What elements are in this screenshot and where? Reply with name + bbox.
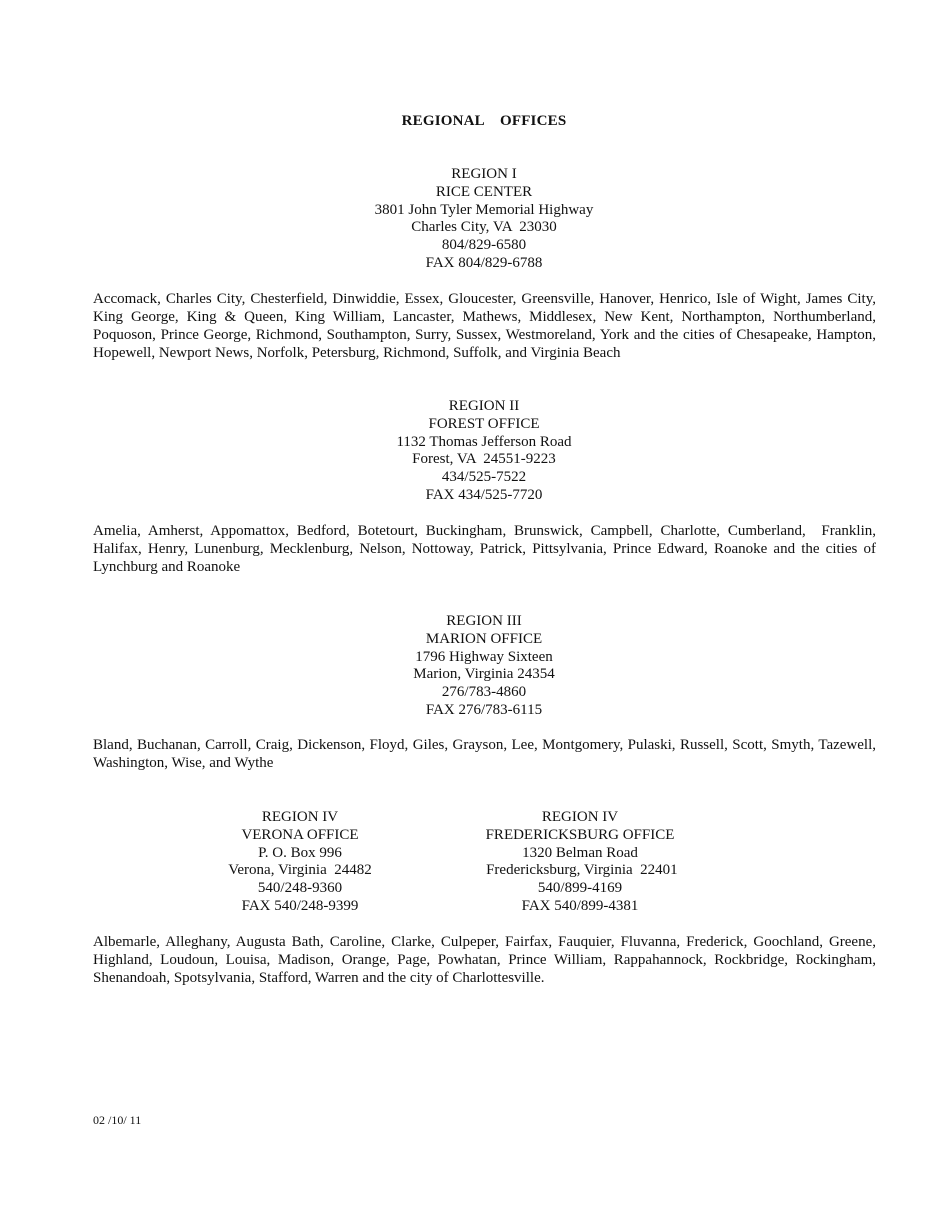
address-line-1: P. O. Box 996 <box>258 844 342 861</box>
region-2-counties: Amelia, Amherst, Appomattox, Bedford, Botetourt, Buckingham, Brunswick, Campbell, Charlotte, Cumberland, Franklin, Halifax, Henry, Lunenburg, Mecklenburg, Nelson, Nottoway, Patrick, Pittsylvania, Prince Edward, Roanoke and the cities of Lynchburg and Roanoke <box>93 523 880 575</box>
phone-number: 276/783-4860 <box>441 684 527 701</box>
address-line-2: Fredericksburg, Virginia 22401 <box>482 862 678 879</box>
fax-number: FAX 804/829-6788 <box>425 254 543 271</box>
region-3-office-block <box>0 612 950 719</box>
phone-number: 540/248-9360 <box>257 880 343 897</box>
region-4-fredericksburg-office-block <box>460 808 700 915</box>
region-label: REGION I <box>451 166 517 182</box>
office-name: RICE CENTER <box>435 183 533 200</box>
region-label: REGION IV <box>261 809 339 825</box>
region-label: REGION IV <box>541 809 619 825</box>
page-title: REGIONAL OFFICES <box>401 113 567 129</box>
address-line-2: Verona, Virginia 24482 <box>228 862 372 879</box>
address-line-1: 1132 Thomas Jefferson Road <box>396 433 572 450</box>
address-line-2: Forest, VA 24551-9223 <box>412 451 556 468</box>
phone-number: 804/829-6580 <box>441 237 527 254</box>
address-line-2: Marion, Virginia 24354 <box>413 666 555 683</box>
region-1-office-block <box>0 165 950 272</box>
region-1-counties: Accomack, Charles City, Chesterfield, Dinwiddie, Essex, Gloucester, Greensville, Hanover, Henrico, Isle of Wight, James City, King George, King & Queen, King William, Lancaster, Mathews, Middlesex, New Kent, Northampton, Northumberland, Poquoson, Prince George, Richmond, Southampton, Surry, Sussex, Westmoreland, York and the cities of Chesapeake, Hampton, Hopewell, Newport News, Norfolk, Petersburg, Richmond, Suffolk, and Virginia Beach <box>93 291 876 361</box>
fax-number: FAX 434/525-7720 <box>425 486 543 503</box>
region-label: REGION II <box>448 398 520 414</box>
region-4-verona-office-block <box>200 808 400 915</box>
fax-number: FAX 540/248-9399 <box>241 897 359 914</box>
address-line-1: 3801 John Tyler Memorial Highway <box>374 201 594 218</box>
phone-number: 434/525-7522 <box>441 469 527 486</box>
phone-number: 540/899-4169 <box>537 880 623 897</box>
region-4-counties: Albemarle, Alleghany, Augusta Bath, Caroline, Clarke, Culpeper, Fairfax, Fauquier, Fluvanna, Frederick, Goochland, Greene, Highland, Loudoun, Louisa, Madison, Orange, Page, Powhatan, Prince William, Rappahannock, Rockbridge, Rockingham, Shenandoah, Spotsylvania, Stafford, Warren and the city of Charlottesville. <box>93 934 876 986</box>
address-line-1: 1320 Belman Road <box>522 844 638 861</box>
region-2-office-block <box>0 397 950 504</box>
office-name: FOREST OFFICE <box>428 415 540 432</box>
document-date: 02 /10/ 11 <box>93 1113 142 1127</box>
office-name: VERONA OFFICE <box>241 826 359 843</box>
office-name: MARION OFFICE <box>425 630 543 647</box>
fax-number: FAX 276/783-6115 <box>425 701 543 718</box>
region-3-counties: Bland, Buchanan, Carroll, Craig, Dickenson, Floyd, Giles, Grayson, Lee, Montgomery, Pulaski, Russell, Scott, Smyth, Tazewell, Washington, Wise, and Wythe <box>93 737 876 771</box>
office-name: FREDERICKSBURG OFFICE <box>485 826 675 843</box>
address-line-2: Charles City, VA 23030 <box>411 219 557 236</box>
address-line-1: 1796 Highway Sixteen <box>415 648 553 665</box>
fax-number: FAX 540/899-4381 <box>521 897 639 914</box>
region-label: REGION III <box>446 613 522 629</box>
